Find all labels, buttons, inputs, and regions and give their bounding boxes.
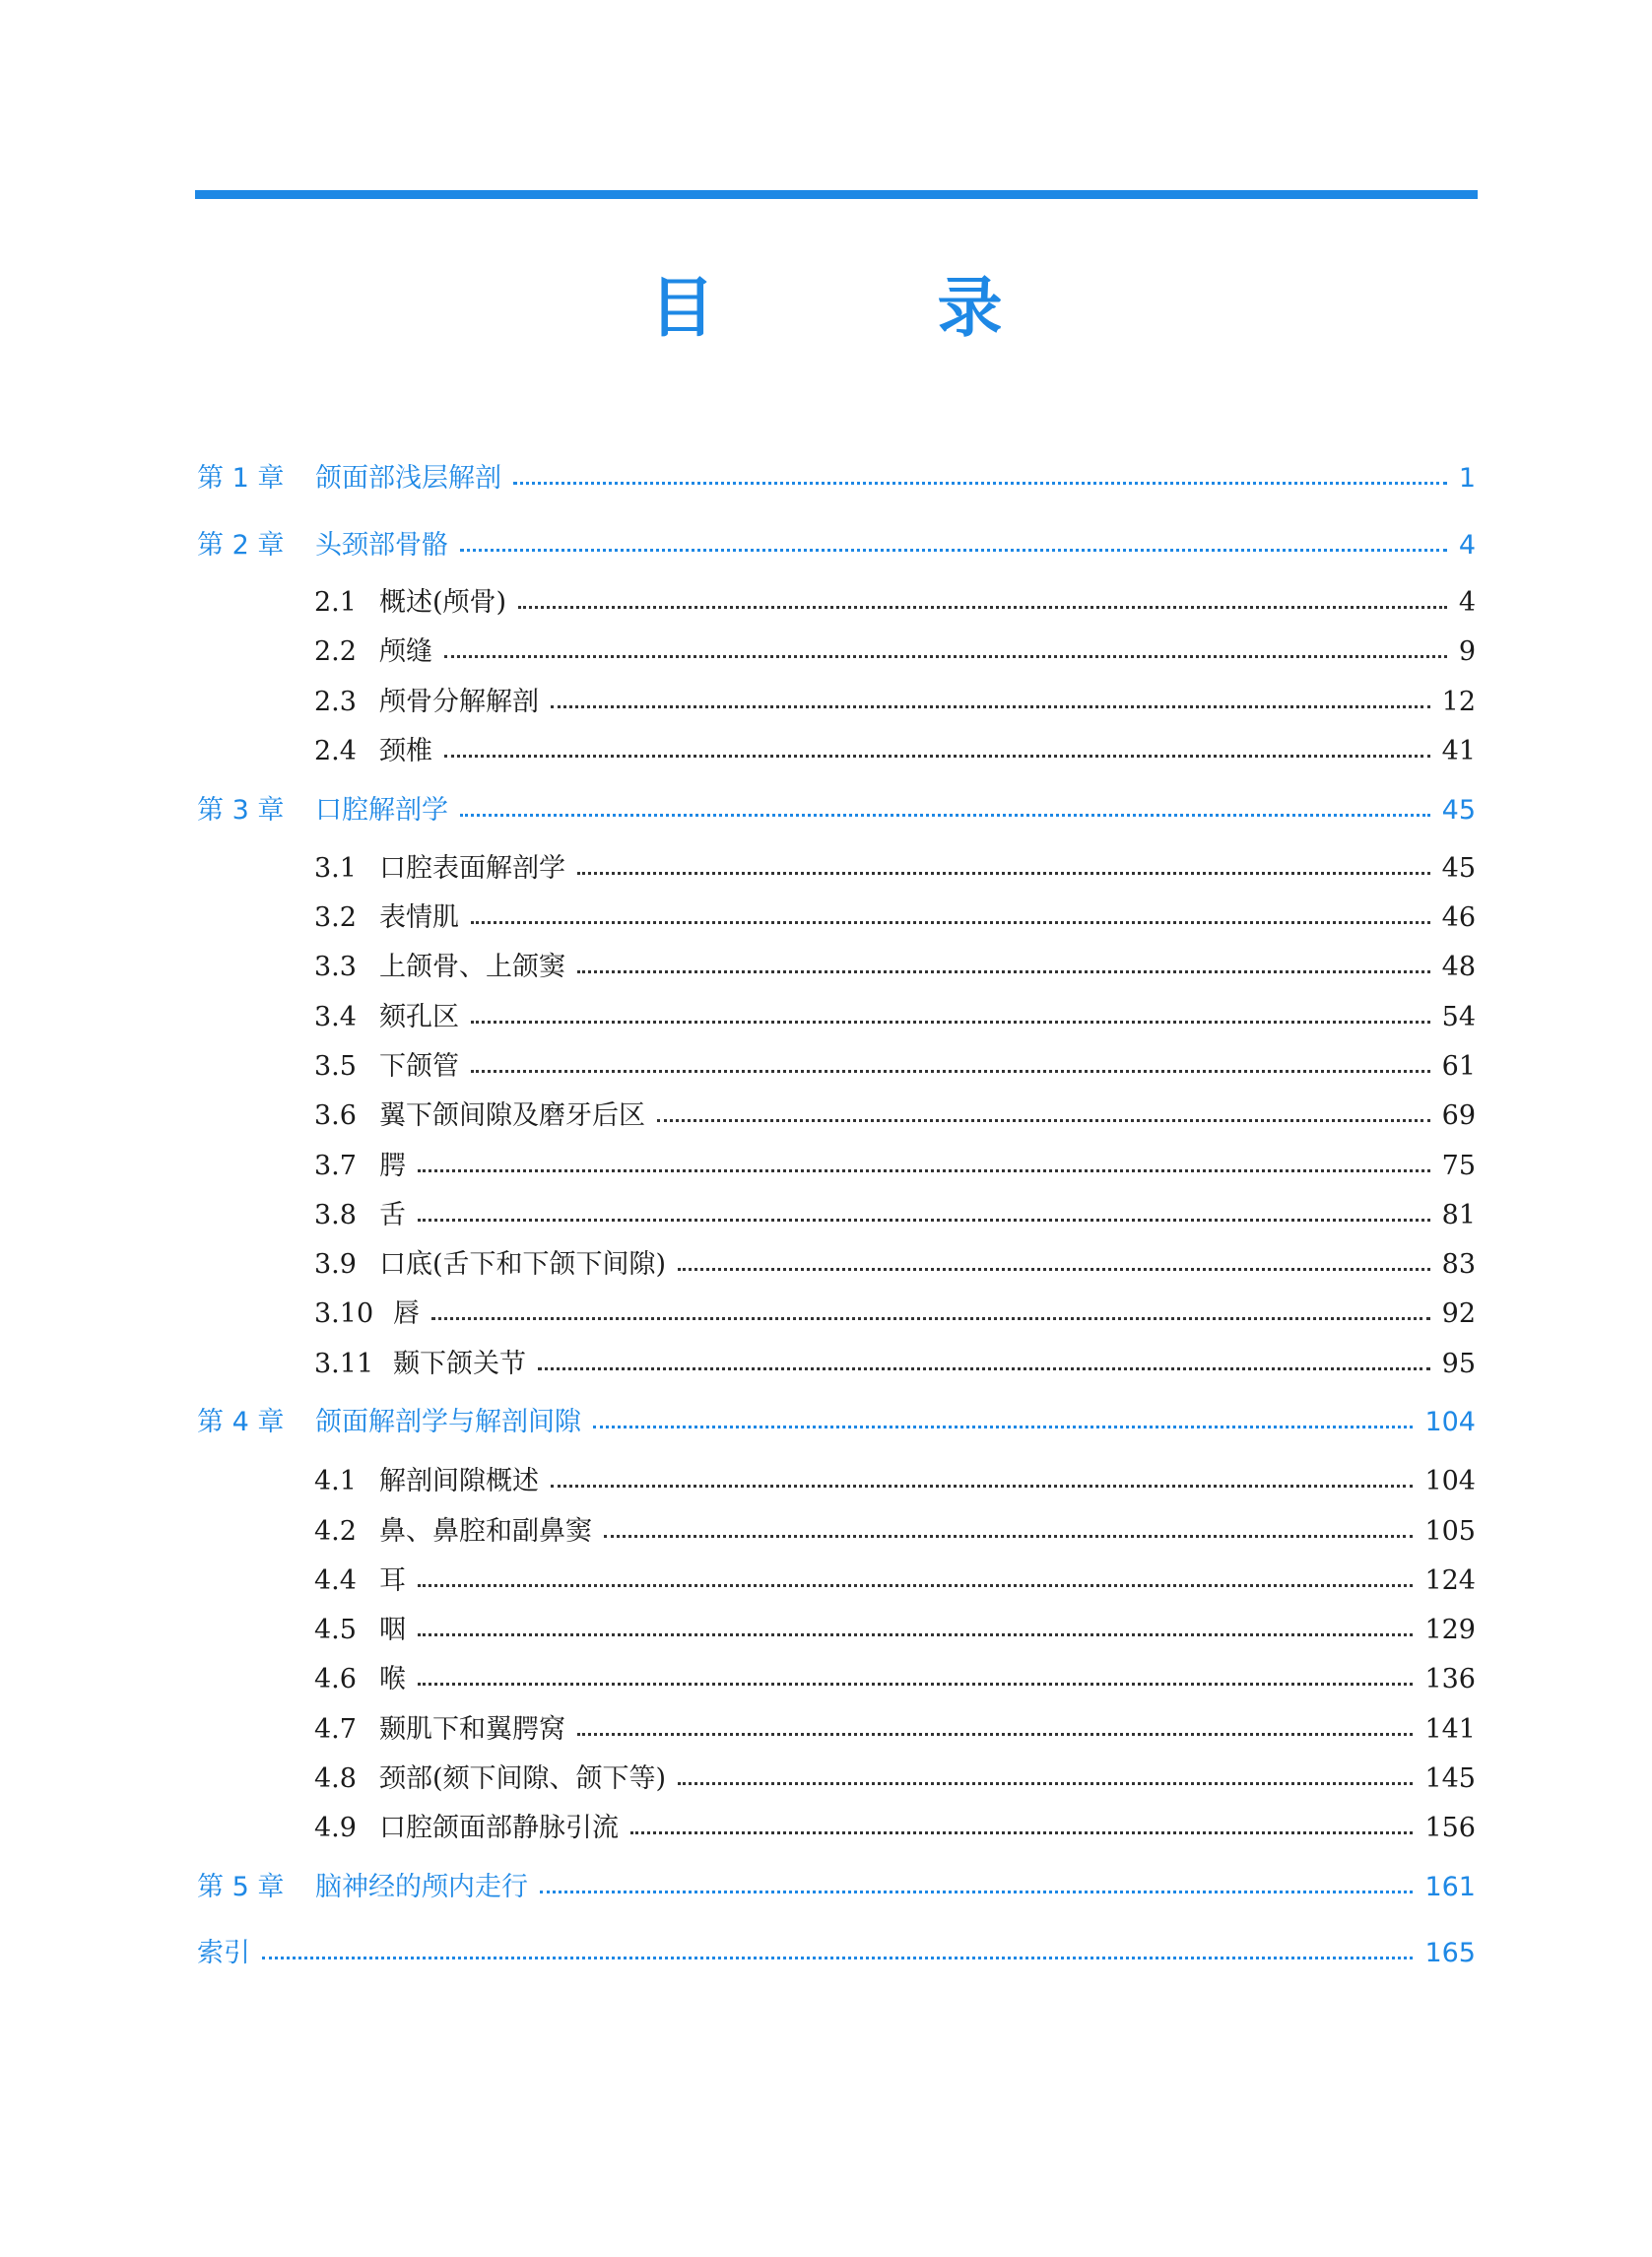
- chapter-title: 口腔解剖学: [315, 795, 448, 826]
- section-title: 喉: [379, 1664, 406, 1694]
- section-number: 2.2: [314, 636, 357, 667]
- toc-chapter-entry[interactable]: [197, 532, 1476, 559]
- section-title: 颅缝: [379, 636, 432, 667]
- page-number: 48: [1441, 952, 1476, 982]
- dot-leader: [471, 921, 1430, 924]
- dot-leader: [678, 1268, 1430, 1271]
- section-number: 2.4: [314, 736, 357, 766]
- chapter-title: 颌面解剖学与解剖间隙: [315, 1407, 581, 1437]
- section-title: 下颌管: [379, 1051, 459, 1082]
- page-number: 104: [1424, 1466, 1476, 1496]
- page-number: 83: [1441, 1249, 1476, 1280]
- section-title: 颞下颌关节: [393, 1349, 526, 1379]
- dot-leader: [262, 1957, 1413, 1959]
- page-number: 54: [1441, 1002, 1476, 1032]
- toc-section-entry[interactable]: [314, 589, 1476, 616]
- dot-leader: [577, 872, 1430, 875]
- toc-section-entry[interactable]: [314, 1153, 1476, 1179]
- section-title: 颅骨分解解剖: [379, 687, 539, 717]
- dot-leader: [604, 1535, 1413, 1538]
- section-title: 咽: [379, 1615, 406, 1645]
- chapter-number: 第 3 章: [197, 795, 285, 826]
- section-number: 4.1: [314, 1466, 357, 1496]
- dot-leader: [418, 1219, 1430, 1222]
- dot-leader: [518, 606, 1447, 609]
- dot-leader: [471, 1070, 1430, 1073]
- toc-chapter-entry[interactable]: [197, 797, 1476, 824]
- dot-leader: [418, 1584, 1413, 1587]
- toc-section-entry[interactable]: [314, 1617, 1476, 1643]
- dot-leader: [551, 1485, 1413, 1488]
- dot-leader: [471, 1021, 1430, 1024]
- section-title: 颈椎: [379, 736, 432, 766]
- toc-section-entry[interactable]: [314, 689, 1476, 715]
- dot-leader: [444, 655, 1447, 658]
- toc-section-entry[interactable]: [314, 1765, 1476, 1792]
- dot-leader: [551, 705, 1430, 708]
- section-title: 表情肌: [379, 902, 459, 933]
- dot-leader: [460, 549, 1447, 552]
- section-number: 3.2: [314, 902, 357, 933]
- chapter-number: 第 2 章: [197, 530, 285, 561]
- toc-section-entry[interactable]: [314, 954, 1476, 980]
- section-title: 颏孔区: [379, 1002, 459, 1032]
- chapter-title: 索引: [197, 1938, 250, 1968]
- page-number: 95: [1441, 1349, 1476, 1379]
- page-number: 92: [1441, 1298, 1476, 1329]
- page-number: 41: [1441, 736, 1476, 766]
- dot-leader: [538, 1367, 1430, 1370]
- dot-leader: [657, 1119, 1430, 1122]
- section-title: 鼻、鼻腔和副鼻窦: [379, 1516, 592, 1547]
- page-number: 104: [1424, 1407, 1476, 1437]
- chapter-title: 颌面部浅层解剖: [315, 463, 501, 494]
- chapter-number: 第 4 章: [197, 1407, 285, 1437]
- section-title: 口底(舌下和下颌下间隙): [379, 1249, 667, 1280]
- page-number: 156: [1424, 1813, 1476, 1843]
- section-title: 舌: [379, 1200, 406, 1230]
- section-number: 4.8: [314, 1763, 357, 1794]
- dot-leader: [444, 755, 1430, 758]
- page-number: 9: [1458, 636, 1476, 667]
- section-number: 4.9: [314, 1813, 357, 1843]
- page-number: 75: [1441, 1151, 1476, 1181]
- toc-chapter-entry[interactable]: [197, 1409, 1476, 1435]
- section-number: 4.5: [314, 1615, 357, 1645]
- page-number: 165: [1424, 1938, 1476, 1968]
- section-title: 翼下颌间隙及磨牙后区: [379, 1100, 645, 1131]
- section-title: 解剖间隙概述: [379, 1466, 539, 1496]
- page-number: 124: [1424, 1565, 1476, 1596]
- section-number: 2.1: [314, 587, 357, 618]
- toc-section-entry[interactable]: [314, 1202, 1476, 1228]
- section-title: 概述(颅骨): [379, 587, 507, 618]
- dot-leader: [418, 1633, 1413, 1636]
- page-number: 141: [1424, 1714, 1476, 1745]
- page-number: 45: [1441, 795, 1476, 826]
- toc-chapter-entry[interactable]: [197, 1874, 1476, 1900]
- toc-section-entry[interactable]: [314, 1102, 1476, 1129]
- page-number: 4: [1458, 530, 1476, 561]
- section-title: 口腔颌面部静脉引流: [379, 1813, 619, 1843]
- toc-section-entry[interactable]: [314, 1004, 1476, 1030]
- page-number: 136: [1424, 1664, 1476, 1694]
- chapter-number: 第 1 章: [197, 463, 285, 494]
- page-number: 61: [1441, 1051, 1476, 1082]
- section-number: 2.3: [314, 687, 357, 717]
- dot-leader: [431, 1317, 1430, 1320]
- chapter-title: 脑神经的颅内走行: [315, 1872, 528, 1902]
- section-title: 腭: [379, 1151, 406, 1181]
- section-title: 口腔表面解剖学: [379, 853, 565, 884]
- dot-leader: [418, 1169, 1430, 1172]
- page-number: 4: [1458, 587, 1476, 618]
- dot-leader: [630, 1831, 1413, 1834]
- section-number: 3.7: [314, 1151, 357, 1181]
- toc-section-entry[interactable]: [314, 1300, 1476, 1327]
- toc-section-entry[interactable]: [314, 1468, 1476, 1494]
- page-number: 12: [1441, 687, 1476, 717]
- page-number: 81: [1441, 1200, 1476, 1230]
- section-title: 颞肌下和翼腭窝: [379, 1714, 565, 1745]
- toc-section-entry[interactable]: [314, 1251, 1476, 1278]
- page-number: 46: [1441, 902, 1476, 933]
- chapter-title: 头颈部骨骼: [315, 530, 448, 561]
- dot-leader: [577, 1733, 1413, 1736]
- toc-section-entry[interactable]: [314, 1053, 1476, 1080]
- page-number: 1: [1458, 463, 1476, 494]
- toc-section-entry[interactable]: [314, 1567, 1476, 1594]
- section-number: 3.8: [314, 1200, 357, 1230]
- dot-leader: [678, 1782, 1413, 1785]
- page-title: 目 录: [649, 270, 1082, 346]
- chapter-number: 第 5 章: [197, 1872, 285, 1902]
- page-number: 45: [1441, 853, 1476, 884]
- toc-section-entry[interactable]: [314, 855, 1476, 882]
- toc-section-entry[interactable]: [314, 1518, 1476, 1545]
- toc-section-entry[interactable]: [314, 638, 1476, 665]
- section-number: 3.11: [314, 1349, 374, 1379]
- section-number: 4.4: [314, 1565, 357, 1596]
- page-number: 129: [1424, 1615, 1476, 1645]
- toc-section-entry[interactable]: [314, 738, 1476, 764]
- section-number: 3.10: [314, 1298, 374, 1329]
- section-title: 上颌骨、上颌窦: [379, 952, 565, 982]
- dot-leader: [577, 970, 1430, 973]
- section-title: 耳: [379, 1565, 406, 1596]
- page-number: 145: [1424, 1763, 1476, 1794]
- toc-section-entry[interactable]: [314, 1351, 1476, 1377]
- dot-leader: [593, 1426, 1413, 1428]
- section-number: 3.5: [314, 1051, 357, 1082]
- section-number: 3.1: [314, 853, 357, 884]
- page-number: 105: [1424, 1516, 1476, 1547]
- section-number: 4.6: [314, 1664, 357, 1694]
- dot-leader: [418, 1683, 1413, 1686]
- toc-chapter-entry[interactable]: [197, 1940, 1476, 1966]
- section-number: 3.4: [314, 1002, 357, 1032]
- section-number: 4.7: [314, 1714, 357, 1745]
- section-title: 颈部(颏下间隙、颌下等): [379, 1763, 667, 1794]
- toc-section-entry[interactable]: [314, 1815, 1476, 1841]
- section-number: 3.6: [314, 1100, 357, 1131]
- toc-section-entry[interactable]: [314, 904, 1476, 931]
- section-title: 唇: [393, 1298, 420, 1329]
- page-number: 161: [1424, 1872, 1476, 1902]
- dot-leader: [513, 482, 1447, 485]
- toc-section-entry[interactable]: [314, 1666, 1476, 1693]
- section-number: 4.2: [314, 1516, 357, 1547]
- page-number: 69: [1441, 1100, 1476, 1131]
- section-number: 3.3: [314, 952, 357, 982]
- dot-leader: [460, 814, 1430, 817]
- section-number: 3.9: [314, 1249, 357, 1280]
- toc-section-entry[interactable]: [314, 1716, 1476, 1743]
- dot-leader: [540, 1891, 1413, 1893]
- toc-chapter-entry[interactable]: [197, 465, 1476, 492]
